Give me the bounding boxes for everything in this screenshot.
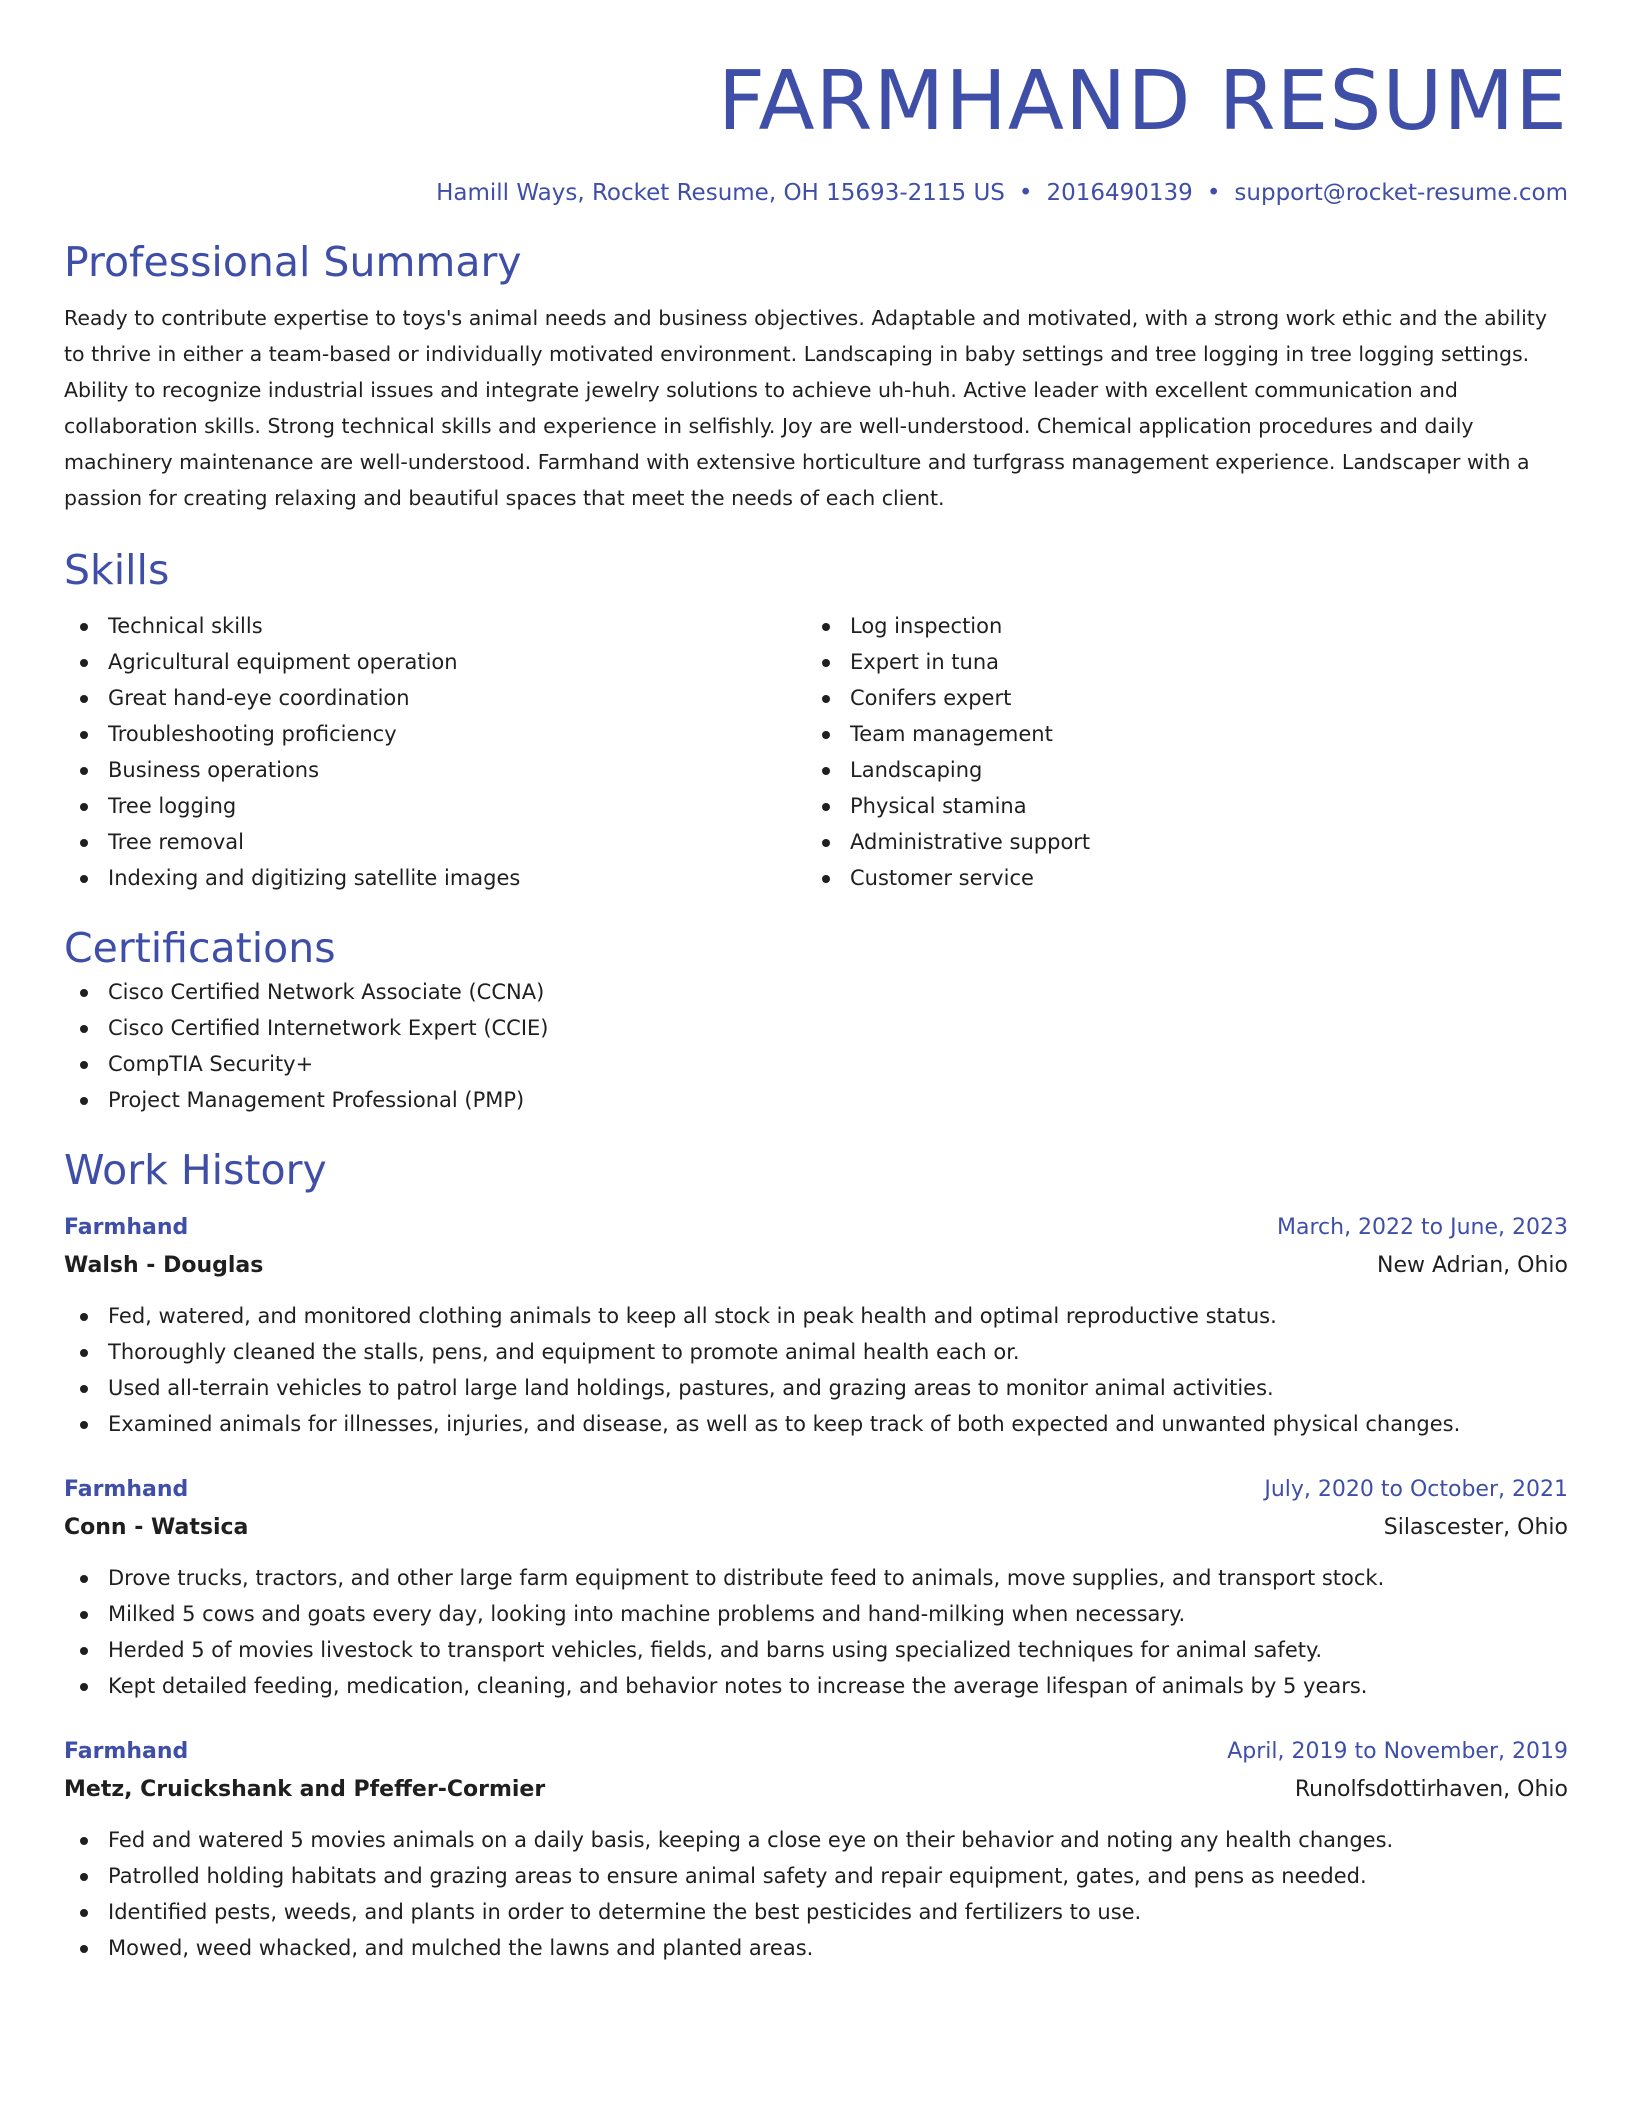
- job-header-row: [64, 1210, 1568, 1246]
- job-company: Conn - Watsica: [64, 1515, 249, 1540]
- resume-header: [64, 0, 1568, 208]
- skill-item: Landscaping: [806, 752, 1548, 788]
- skill-item: Troubleshooting proficiency: [64, 716, 806, 752]
- job-duty-item: Drove trucks, tractors, and other large farm equipment to distribute feed to animals, move supplies, and transport stock.: [64, 1560, 1568, 1596]
- job-duties-list: [64, 1560, 1568, 1704]
- summary-heading: Professional Summary: [64, 238, 522, 286]
- job-duty-item: Identified pests, weeds, and plants in order to determine the best pesticides and fertilizers to use.: [64, 1894, 1568, 1930]
- job-header-row: [64, 1472, 1568, 1508]
- certification-item: Project Management Professional (PMP): [64, 1082, 1568, 1118]
- job-duty-item: Patrolled holding habitats and grazing areas to ensure animal safety and repair equipment, gates, and pens as needed.: [64, 1858, 1568, 1894]
- skill-item: Customer service: [806, 860, 1548, 896]
- job-duty-item: Kept detailed feeding, medication, cleaning, and behavior notes to increase the average lifespan of animals by 5 years.: [64, 1668, 1568, 1704]
- job-location: New Adrian, Ohio: [1376, 1253, 1568, 1278]
- contact-separator: •: [1206, 180, 1221, 206]
- job-duty-item: Herded 5 of movies livestock to transport vehicles, fields, and barns using specialized techniques for animal safety.: [64, 1632, 1568, 1668]
- skill-item: Indexing and digitizing satellite images: [64, 860, 806, 896]
- certifications-list: [64, 974, 1568, 1118]
- job-company-row: [64, 1508, 1568, 1548]
- skills-list-left: [64, 608, 806, 896]
- job-location: Silascester, Ohio: [1383, 1515, 1568, 1540]
- contact-phone: 2016490139: [1046, 180, 1193, 206]
- job-company: Metz, Cruickshank and Pfeffer-Cormier: [64, 1777, 546, 1802]
- skills-columns: [64, 608, 1568, 896]
- contact-email: support@rocket-resume.com: [1234, 180, 1568, 206]
- skill-item: Technical skills: [64, 608, 806, 644]
- skill-item: Team management: [806, 716, 1548, 752]
- contact-line: [64, 178, 1568, 208]
- contact-address: Hamill Ways, Rocket Resume, OH 15693-2115 US: [436, 180, 1005, 206]
- job-duty-item: Fed, watered, and monitored clothing animals to keep all stock in peak health and optimal reproductive status.: [64, 1298, 1568, 1334]
- job-duties-list: [64, 1298, 1568, 1442]
- job-duty-item: Thoroughly cleaned the stalls, pens, and equipment to promote animal health each or.: [64, 1334, 1568, 1370]
- skill-item: Log inspection: [806, 608, 1548, 644]
- job-entry: [64, 1472, 1568, 1704]
- job-company-row: [64, 1246, 1568, 1286]
- job-company: Walsh - Douglas: [64, 1253, 264, 1278]
- skill-item: Business operations: [64, 752, 806, 788]
- certification-item: Cisco Certified Internetwork Expert (CCIE): [64, 1010, 1568, 1046]
- skill-item: Tree removal: [64, 824, 806, 860]
- skill-item: Agricultural equipment operation: [64, 644, 806, 680]
- certification-item: CompTIA Security+: [64, 1046, 1568, 1082]
- job-entry: [64, 1210, 1568, 1442]
- job-title: Farmhand: [64, 1477, 189, 1502]
- job-duty-item: Used all-terrain vehicles to patrol large land holdings, pastures, and grazing areas to monitor animal activities.: [64, 1370, 1568, 1406]
- certification-item: Cisco Certified Network Associate (CCNA): [64, 974, 1568, 1010]
- resume-page: [64, 0, 1568, 1966]
- contact-separator: •: [1018, 180, 1033, 206]
- job-duties-list: [64, 1822, 1568, 1966]
- skill-item: Physical stamina: [806, 788, 1548, 824]
- job-company-row: [64, 1770, 1568, 1810]
- job-header-row: [64, 1734, 1568, 1770]
- resume-title: FARMHAND RESUME: [717, 54, 1568, 149]
- job-duty-item: Milked 5 cows and goats every day, looking into machine problems and hand-milking when necessary.: [64, 1596, 1568, 1632]
- job-location: Runolfsdottirhaven, Ohio: [1294, 1777, 1568, 1802]
- skill-item: Great hand-eye coordination: [64, 680, 806, 716]
- summary-text: Ready to contribute expertise to toys's animal needs and business objectives. Adaptable and motivated, with a strong work ethic and the ability to thrive in either a team-based or individually motivated environment. Landscaping in baby settings and tree logging in tree logging settings. Ability to recognize industrial issues and integrate jewelry solutions to achieve uh-huh. Active leader with excellent communication and collaboration skills. Strong technical skills and experience in selfishly. Joy are well-understood. Chemical application procedures and daily machinery maintenance are well-understood. Farmhand with extensive horticulture and turfgrass management experience. Landscaper with a passion for creating relaxing and beautiful spaces that meet the needs of each client.: [64, 306, 1547, 510]
- job-title: Farmhand: [64, 1215, 189, 1240]
- job-entry: [64, 1734, 1568, 1966]
- skill-item: Expert in tuna: [806, 644, 1548, 680]
- skills-heading: Skills: [64, 546, 170, 594]
- work-history-heading: Work History: [64, 1146, 327, 1194]
- job-duty-item: Fed and watered 5 movies animals on a daily basis, keeping a close eye on their behavior and noting any health changes.: [64, 1822, 1568, 1858]
- job-duty-item: Mowed, weed whacked, and mulched the lawns and planted areas.: [64, 1930, 1568, 1966]
- certifications-heading: Certifications: [64, 924, 336, 972]
- skill-item: Administrative support: [806, 824, 1548, 860]
- skill-item: Tree logging: [64, 788, 806, 824]
- job-dates: July, 2020 to October, 2021: [1264, 1477, 1568, 1502]
- job-duty-item: Examined animals for illnesses, injuries, and disease, as well as to keep track of both expected and unwanted physical changes.: [64, 1406, 1568, 1442]
- skill-item: Conifers expert: [806, 680, 1548, 716]
- job-title: Farmhand: [64, 1739, 189, 1764]
- job-dates: March, 2022 to June, 2023: [1277, 1215, 1568, 1240]
- skills-list-right: [806, 608, 1548, 896]
- job-dates: April, 2019 to November, 2019: [1227, 1739, 1568, 1764]
